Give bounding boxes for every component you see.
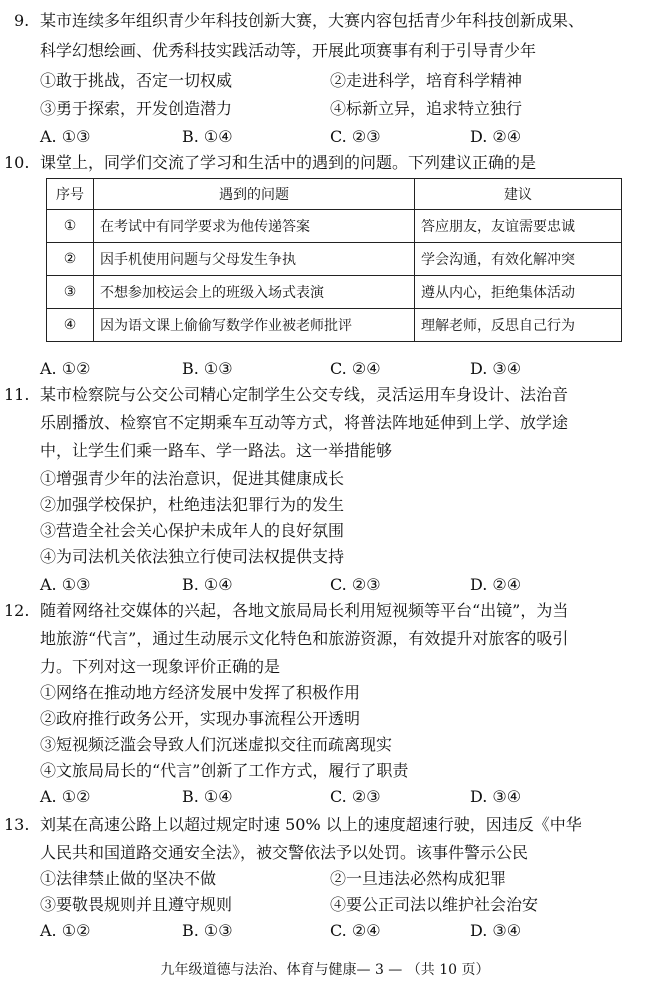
- choice-c: C. ②④: [330, 921, 381, 940]
- statement-item: ②走进科学，培育科学精神: [330, 71, 523, 90]
- choice-d: D. ②④: [470, 575, 522, 594]
- table-cell: 理解老师，反思自己行为: [415, 309, 622, 342]
- table-cell: 因为语文课上偷偷写数学作业被老师批评: [94, 309, 415, 342]
- choice-a: A. ①②: [40, 921, 91, 940]
- statement-item: ③勇于探索，开发创造潜力: [40, 99, 233, 118]
- choice-c: C. ②③: [330, 127, 381, 146]
- choice-b: B. ①③: [182, 359, 233, 378]
- statement-item: ①增强青少年的法治意识，促进其健康成长: [40, 469, 345, 488]
- question-stem-line: 随着网络社交媒体的兴起，各地文旅局局长利用短视频等平台“出镜”，为当: [40, 601, 569, 620]
- question-number: 12.: [4, 601, 30, 620]
- question-stem-line: 刘某在高速公路上以超过规定时速 50% 以上的速度超速行驶，因违反《中华: [40, 815, 582, 834]
- table-cell: ①: [47, 210, 94, 243]
- statement-item: ①敢于挑战，否定一切权威: [40, 71, 233, 90]
- table-cell: 不想参加校运会上的班级入场式表演: [94, 276, 415, 309]
- choice-c: C. ②③: [330, 575, 381, 594]
- question-stem-line: 人民共和国道路交通安全法》，被交警依法予以处罚。该事件警示公民: [40, 843, 529, 862]
- table-row: [47, 210, 622, 243]
- statement-item: ③营造全社会关心保护未成年人的良好氛围: [40, 521, 345, 540]
- page-footer: 九年级道德与法治、体育与健康— 3 — （共 10 页）: [160, 962, 490, 978]
- table-row: [47, 243, 622, 276]
- choice-a: A. ①③: [40, 127, 91, 146]
- table-cell: ④: [47, 309, 94, 342]
- statement-item: ②政府推行政务公开，实现办事流程公开透明: [40, 709, 361, 728]
- choice-a: A. ①③: [40, 575, 91, 594]
- choice-a: A. ①②: [40, 359, 91, 378]
- choice-b: B. ①④: [182, 787, 233, 806]
- table-cell: 学会沟通，有效化解冲突: [415, 243, 622, 276]
- table-header-row: [47, 179, 622, 210]
- table-row: [47, 276, 622, 309]
- choice-a: A. ①②: [40, 787, 91, 806]
- statement-item: ③短视频泛滥会导致人们沉迷虚拟交往而疏离现实: [40, 735, 393, 754]
- question-table: [46, 178, 622, 342]
- question-stem-line: 课堂上，同学们交流了学习和生活中的遇到的问题。下列建议正确的是: [40, 153, 537, 172]
- table-row: [47, 309, 622, 342]
- statement-item: ②加强学校保护，杜绝违法犯罪行为的发生: [40, 495, 345, 514]
- table-cell: ②: [47, 243, 94, 276]
- question-stem-line: 乐剧播放、检察官不定期乘车互动等方式，将普法阵地延伸到上学、放学途: [40, 413, 569, 432]
- choice-c: C. ②④: [330, 359, 381, 378]
- table-cell: 在考试中有同学要求为他传递答案: [94, 210, 415, 243]
- question-number: 13.: [4, 815, 30, 834]
- statement-item: ④为司法机关依法独立行使司法权提供支持: [40, 547, 345, 566]
- statement-item: ①法律禁止做的坚决不做: [40, 869, 217, 888]
- statement-item: ④标新立异，追求特立独行: [330, 99, 523, 118]
- question-number: 10.: [4, 153, 30, 172]
- choice-b: B. ①③: [182, 921, 233, 940]
- statement-item: ④要公正司法以维护社会治安: [330, 895, 539, 914]
- table-cell: 因手机使用问题与父母发生争执: [94, 243, 415, 276]
- question-stem-line: 中，让学生们乘一路车、学一路法。这一举措能够: [40, 441, 393, 460]
- choice-c: C. ②③: [330, 787, 381, 806]
- question-number: 9.: [14, 11, 30, 30]
- choice-b: B. ①④: [182, 575, 233, 594]
- table-header-cell: 遇到的问题: [94, 179, 415, 210]
- question-stem-line: 地旅游“代言”，通过生动展示文化特色和旅游资源，有效提升对旅客的吸引: [40, 629, 569, 648]
- statement-item: ②一旦违法必然构成犯罪: [330, 869, 507, 888]
- statement-item: ①网络在推动地方经济发展中发挥了积极作用: [40, 683, 361, 702]
- table-header-cell: 序号: [47, 179, 94, 210]
- table-cell: 遵从内心，拒绝集体活动: [415, 276, 622, 309]
- table-header-cell: 建议: [415, 179, 622, 210]
- choice-d: D. ③④: [470, 787, 522, 806]
- question-stem-line: 科学幻想绘画、优秀科技实践活动等，开展此项赛事有利于引导青少年: [40, 41, 537, 60]
- statement-item: ③要敬畏规则并且遵守规则: [40, 895, 233, 914]
- choice-d: D. ③④: [470, 359, 522, 378]
- question-stem-line: 力。下列对这一现象评价正确的是: [40, 657, 281, 676]
- choice-d: D. ②④: [470, 127, 522, 146]
- question-stem-line: 某市检察院与公交公司精心定制学生公交专线，灵活运用车身设计、法治音: [40, 385, 569, 404]
- statement-item: ④文旅局局长的“代言”创新了工作方式，履行了职责: [40, 761, 409, 780]
- question-stem-line: 某市连续多年组织青少年科技创新大赛，大赛内容包括青少年科技创新成果、: [40, 11, 585, 30]
- table-cell: ③: [47, 276, 94, 309]
- table-cell: 答应朋友，友谊需要忠诚: [415, 210, 622, 243]
- choice-d: D. ③④: [470, 921, 522, 940]
- question-number: 11.: [4, 385, 30, 404]
- choice-b: B. ①④: [182, 127, 233, 146]
